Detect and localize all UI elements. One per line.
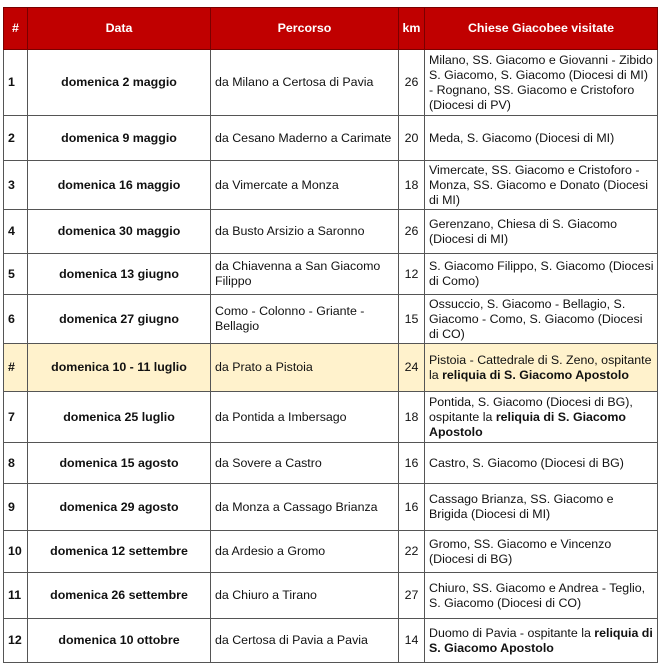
table-row [4, 531, 658, 573]
row-route: da Chiuro a Tirano [211, 573, 399, 619]
row-churches: Milano, SS. Giacomo e Giovanni - Zibido S. Giacomo, S. Giacomo (Diocesi di MI) - Rognano, SS. Giacomo e Cristoforo (Diocesi di PV) [425, 50, 658, 116]
row-number: 1 [4, 50, 28, 116]
row-route: da Prato a Pistoia [211, 344, 399, 392]
row-date: domenica 15 agosto [28, 443, 211, 484]
relic-note: reliquia di S. Giacomo Apostolo [429, 625, 653, 655]
churches-text: Pistoia - Cattedrale di S. Zeno, ospitante la [429, 352, 652, 382]
row-churches: Cassago Brianza, SS. Giacomo e Brigida (Diocesi di MI) [425, 484, 658, 531]
table-row [4, 443, 658, 484]
row-number: 12 [4, 619, 28, 663]
row-route: Como - Colonno - Griante - Bellagio [211, 295, 399, 344]
row-date: domenica 29 agosto [28, 484, 211, 531]
row-km: 22 [399, 531, 425, 573]
row-date: domenica 30 maggio [28, 210, 211, 254]
row-route: da Cesano Maderno a Carimate [211, 116, 399, 161]
row-churches: Meda, S. Giacomo (Diocesi di MI) [425, 116, 658, 161]
table-row [4, 619, 658, 663]
header-route: Percorso [211, 8, 399, 50]
row-number: 3 [4, 161, 28, 210]
row-km: 16 [399, 443, 425, 484]
header-km: km [399, 8, 425, 50]
row-km: 24 [399, 344, 425, 392]
churches-text: Pontida, S. Giacomo (Diocesi di BG), ospitante la [429, 394, 633, 424]
row-km: 26 [399, 210, 425, 254]
row-churches [425, 392, 658, 443]
row-number: 5 [4, 254, 28, 295]
table-row [4, 573, 658, 619]
table-row [4, 210, 658, 254]
row-churches: Vimercate, SS. Giacomo e Cristoforo - Monza, SS. Giacomo e Donato (Diocesi di MI) [425, 161, 658, 210]
row-route: da Vimercate a Monza [211, 161, 399, 210]
header-date: Data [28, 8, 211, 50]
row-number: 8 [4, 443, 28, 484]
row-route: da Pontida a Imbersago [211, 392, 399, 443]
row-route: da Certosa di Pavia a Pavia [211, 619, 399, 663]
row-route: da Chiavenna a San Giacomo Filippo [211, 254, 399, 295]
row-route: da Monza a Cassago Brianza [211, 484, 399, 531]
row-churches: Chiuro, SS. Giacomo e Andrea - Teglio, S. Giacomo (Diocesi di CO) [425, 573, 658, 619]
row-churches [425, 344, 658, 392]
row-date: domenica 13 giugno [28, 254, 211, 295]
row-date: domenica 26 settembre [28, 573, 211, 619]
table-row [4, 484, 658, 531]
row-date: domenica 12 settembre [28, 531, 211, 573]
table-row [4, 254, 658, 295]
row-number: 2 [4, 116, 28, 161]
itinerary-table [3, 7, 658, 663]
row-churches: S. Giacomo Filippo, S. Giacomo (Diocesi di Como) [425, 254, 658, 295]
relic-note: reliquia di S. Giacomo Apostolo [429, 409, 626, 439]
header-number: # [4, 8, 28, 50]
row-km: 15 [399, 295, 425, 344]
row-date: domenica 10 ottobre [28, 619, 211, 663]
row-route: da Sovere a Castro [211, 443, 399, 484]
row-km: 18 [399, 161, 425, 210]
row-date: domenica 16 maggio [28, 161, 211, 210]
row-number: 7 [4, 392, 28, 443]
row-km: 27 [399, 573, 425, 619]
row-number: 9 [4, 484, 28, 531]
relic-note: reliquia di S. Giacomo Apostolo [442, 367, 629, 382]
row-number: 4 [4, 210, 28, 254]
row-km: 18 [399, 392, 425, 443]
row-churches: Ossuccio, S. Giacomo - Bellagio, S. Giacomo - Como, S. Giacomo (Diocesi di CO) [425, 295, 658, 344]
row-route: da Ardesio a Gromo [211, 531, 399, 573]
row-number: 10 [4, 531, 28, 573]
row-km: 26 [399, 50, 425, 116]
table-row-highlighted [4, 344, 658, 392]
table-row [4, 295, 658, 344]
row-date: domenica 10 - 11 luglio [28, 344, 211, 392]
table-row [4, 116, 658, 161]
row-km: 12 [399, 254, 425, 295]
row-date: domenica 2 maggio [28, 50, 211, 116]
header-row [4, 8, 658, 50]
table-row [4, 50, 658, 116]
row-date: domenica 25 luglio [28, 392, 211, 443]
row-route: da Milano a Certosa di Pavia [211, 50, 399, 116]
table-row [4, 161, 658, 210]
row-date: domenica 9 maggio [28, 116, 211, 161]
row-km: 14 [399, 619, 425, 663]
row-churches: Castro, S. Giacomo (Diocesi di BG) [425, 443, 658, 484]
churches-text: Duomo di Pavia - ospitante la [429, 625, 595, 640]
row-number: # [4, 344, 28, 392]
row-number: 6 [4, 295, 28, 344]
row-churches: Gerenzano, Chiesa di S. Giacomo (Diocesi di MI) [425, 210, 658, 254]
table-row [4, 392, 658, 443]
row-route: da Busto Arsizio a Saronno [211, 210, 399, 254]
row-km: 20 [399, 116, 425, 161]
header-churches: Chiese Giacobee visitate [425, 8, 658, 50]
row-date: domenica 27 giugno [28, 295, 211, 344]
row-churches [425, 619, 658, 663]
row-churches: Gromo, SS. Giacomo e Vincenzo (Diocesi di BG) [425, 531, 658, 573]
row-number: 11 [4, 573, 28, 619]
row-km: 16 [399, 484, 425, 531]
